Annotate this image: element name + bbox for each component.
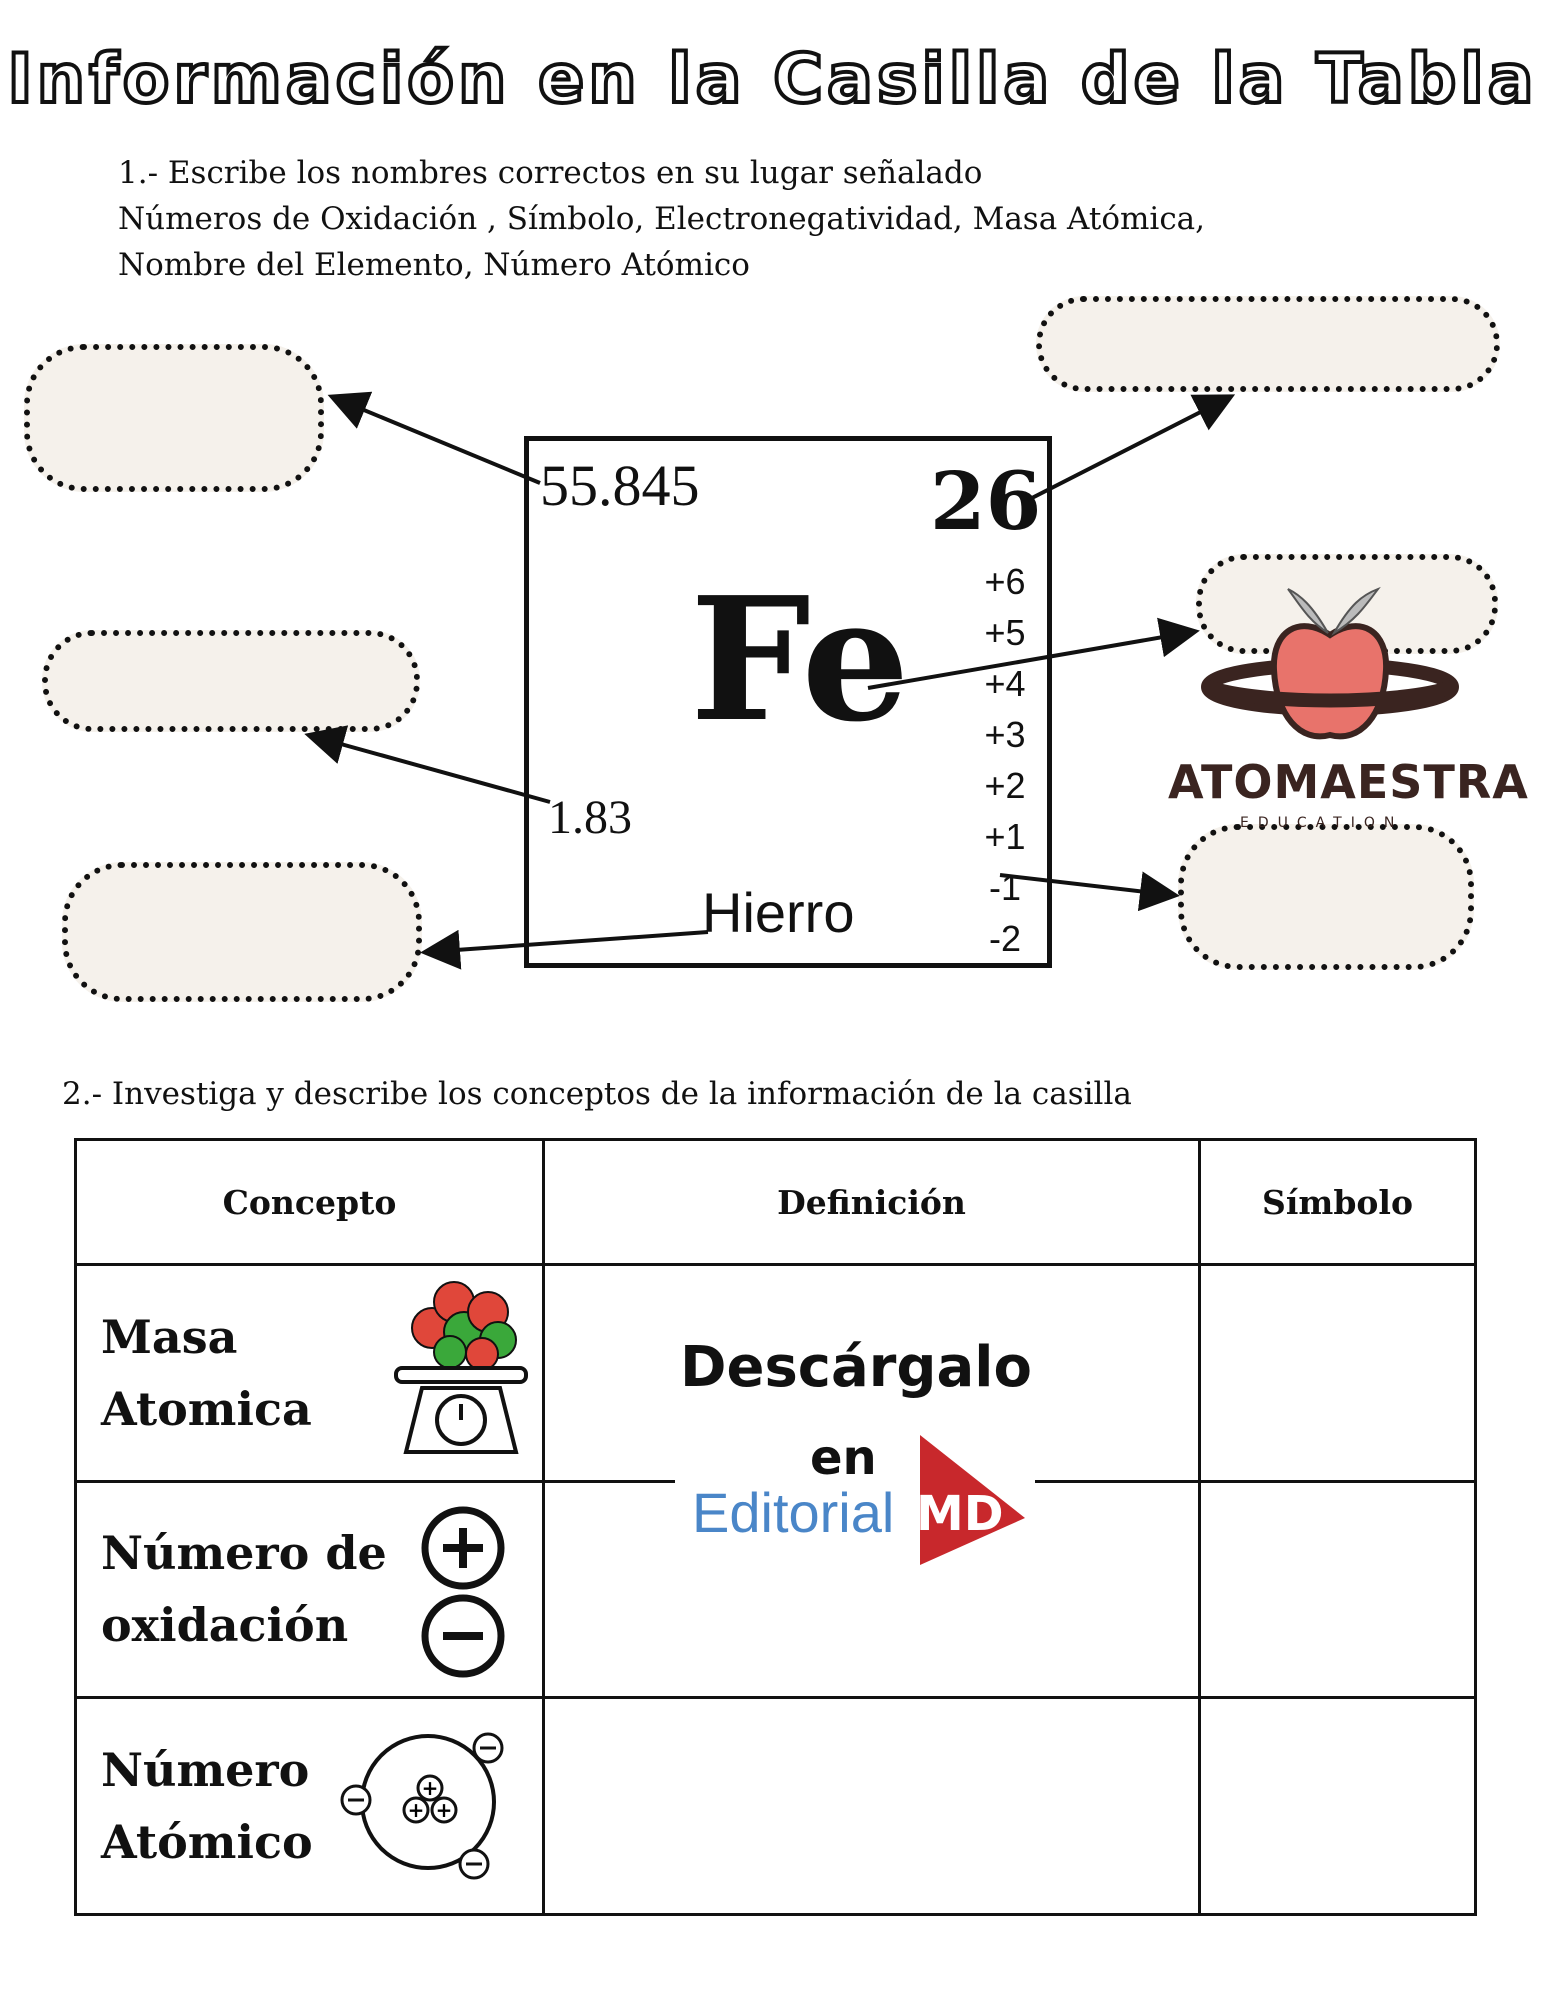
concept-label: Número <box>101 1743 310 1798</box>
table-row <box>76 1698 1476 1915</box>
svg-text:MD: MD <box>916 1486 1004 1542</box>
header-simbolo: Símbolo <box>1200 1140 1476 1265</box>
atom-icon <box>336 1720 516 1880</box>
page-title: Información en la Casilla de la Tabla <box>7 40 1538 119</box>
element-name: Hierro <box>702 881 855 944</box>
editorial-md-logo-icon <box>900 1430 1030 1570</box>
symbol-cell[interactable] <box>1200 1481 1476 1698</box>
oxidation-state: -1 <box>988 867 1021 908</box>
concept-label: Atomica <box>101 1381 312 1436</box>
concept-label: oxidación <box>101 1598 349 1653</box>
oxidation-state: +5 <box>984 612 1026 653</box>
arrow-atomic-number <box>1028 398 1228 500</box>
oxidation-state: +4 <box>984 663 1026 704</box>
instruction-line-2: Números de Oxidación , Símbolo, Electronegatividad, Masa Atómica, <box>118 201 1206 237</box>
table-header-row <box>76 1140 1476 1265</box>
oxidation-state: +3 <box>984 714 1026 755</box>
oxidation-state: +6 <box>984 561 1026 602</box>
svg-text:+: + <box>435 1798 453 1822</box>
atomaestra-logo-icon <box>1200 575 1460 755</box>
arrow-oxidation <box>1000 875 1172 895</box>
instruction-line-3: Nombre del Elemento, Número Atómico <box>118 247 750 283</box>
instruction-line-1: 1.- Escribe los nombres correctos en su lugar señalado <box>118 155 983 191</box>
arrow-element-name <box>428 932 708 952</box>
watermark-brand-text: Editorial <box>692 1481 895 1544</box>
concept-label: Atómico <box>101 1815 313 1870</box>
header-definicion: Definición <box>544 1140 1200 1265</box>
electronegativity: 1.83 <box>548 791 632 844</box>
symbol-cell[interactable] <box>1200 1698 1476 1915</box>
oxidation-state: -2 <box>988 918 1021 959</box>
definition-cell[interactable] <box>544 1698 1200 1915</box>
oxidation-state: +1 <box>984 816 1026 857</box>
scale-with-atoms-icon <box>392 1270 532 1460</box>
atomic-mass: 55.845 <box>540 453 700 518</box>
concept-label: Número de <box>101 1526 387 1581</box>
symbol-cell[interactable] <box>1200 1265 1476 1482</box>
arrow-symbol <box>868 632 1192 688</box>
atomic-number: 26 <box>930 454 1042 548</box>
concept-label: Masa <box>101 1309 238 1364</box>
logo-wordmark: ATOMAESTRA <box>1168 755 1529 809</box>
element-symbol: Fe <box>690 560 910 760</box>
plus-minus-icon <box>418 1506 508 1686</box>
svg-text:+: + <box>407 1798 425 1822</box>
arrow-electronegativity <box>312 736 550 802</box>
watermark-en-text: en <box>810 1430 877 1486</box>
arrow-atomic-mass <box>335 398 540 483</box>
svg-text:+: + <box>421 1776 439 1800</box>
watermark-download-text: Descárgalo <box>680 1335 1032 1400</box>
section-2-heading: 2.- Investiga y describe los conceptos de la información de la casilla <box>62 1076 1132 1112</box>
oxidation-state: +2 <box>984 765 1026 806</box>
header-concepto: Concepto <box>76 1140 544 1265</box>
logo-subtitle: EDUCATION <box>1240 815 1404 831</box>
